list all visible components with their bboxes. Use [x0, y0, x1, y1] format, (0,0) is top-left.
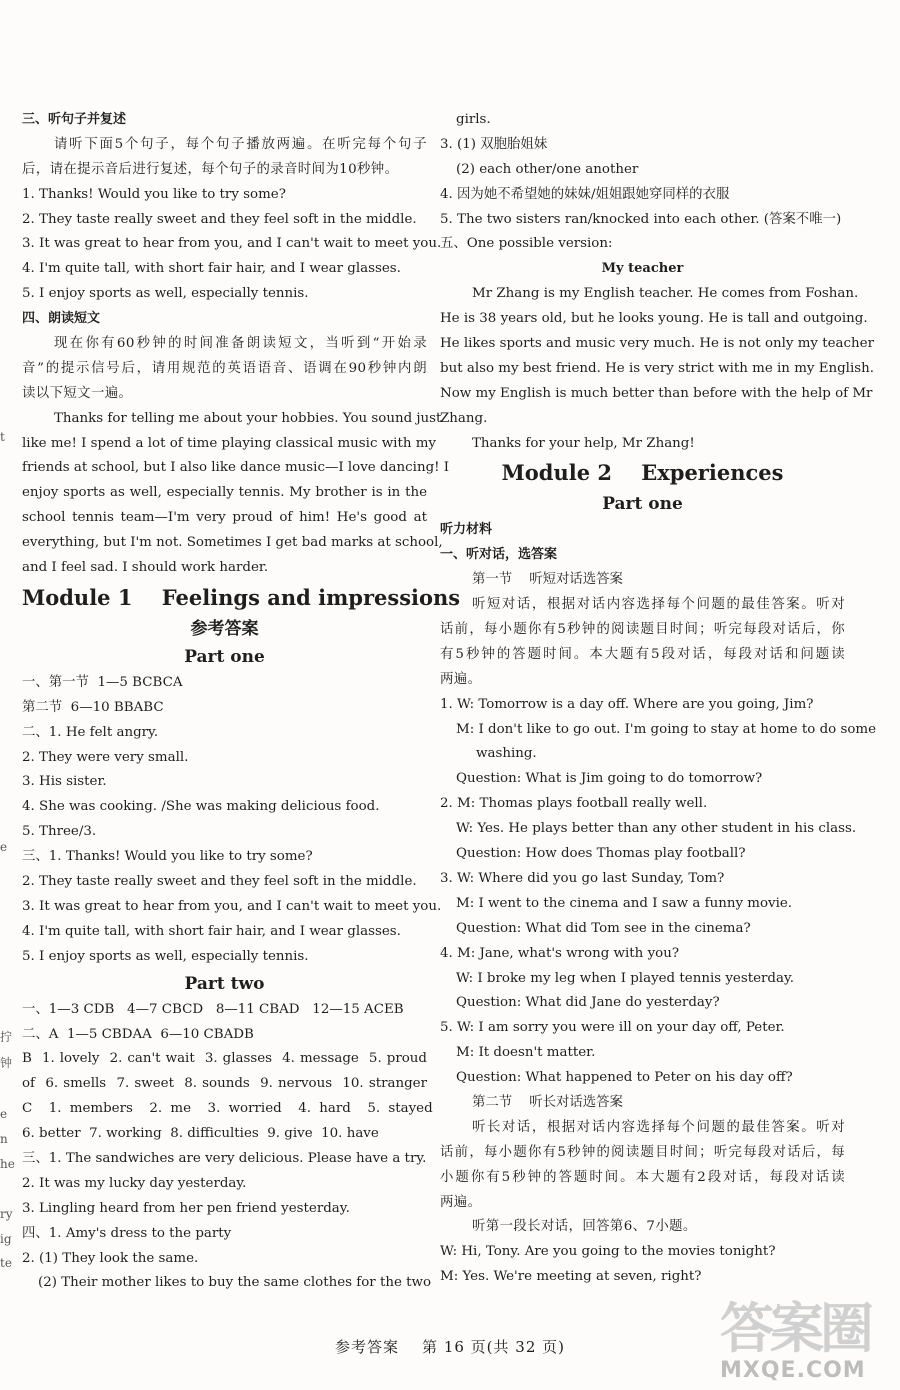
answer-line: 三、1. Thanks! Would you like to try some? — [22, 849, 313, 865]
essay-line: Zhang. — [440, 410, 488, 426]
answer-line: 6. better 7. working 8. difficulties 9. give 10. have — [22, 1126, 379, 1142]
dialogue-line: 3. W: Where did you go last Sunday, Tom? — [440, 870, 725, 886]
instruction-line: 两遍。 — [440, 671, 482, 687]
instruction-line: 两遍。 — [440, 1194, 482, 1210]
dialogue-line: W: I broke my leg when I played tennis yesterday. — [456, 970, 795, 986]
dialogue-line: 2. M: Thomas plays football really well. — [440, 796, 708, 812]
edge-fragment: 拧 — [0, 1030, 13, 1044]
answer-line: 一、1—3 CDB 4—7 CBCD 8—11 CBAD 12—15 ACEB — [22, 1001, 404, 1017]
answer-line: 三、1. The sandwiches are very delicious. Please have a try. — [22, 1150, 427, 1166]
answer-line: 第二节 6—10 BBABC — [22, 699, 164, 715]
dialogue-line: 5. W: I am sorry you were ill on your day off, Peter. — [440, 1020, 785, 1036]
edge-fragment: e — [0, 840, 8, 854]
answer-line: 4. She was cooking. /She was making delicious food. — [22, 799, 380, 815]
listening-heading: 听力材料 — [440, 522, 493, 538]
essay-line: He likes sports and music very much. He is not only my teacher — [440, 336, 874, 352]
passage-line: and I feel sad. I should work harder. — [22, 560, 269, 576]
answer-line: (2) Their mother likes to buy the same clothes for the two — [38, 1275, 432, 1291]
section-4-instruction: 现在你有60秒钟的时间准备朗读短文，当听到“开始录 — [54, 336, 427, 352]
watermark-logo — [720, 1297, 895, 1385]
edge-fragment: 钟 — [0, 1056, 13, 1070]
subsection-heading: 第二节 听长对话选答案 — [472, 1094, 623, 1110]
section-3-heading: 三、听句子并复述 — [22, 112, 127, 127]
answer-line: 3. (1) 双胞胎姐妹 — [440, 136, 548, 152]
edge-fragment: t — [0, 430, 5, 444]
dialogue-line: Question: What happened to Peter on his day off? — [456, 1070, 793, 1086]
edge-fragment: te — [0, 1256, 12, 1270]
section-3-instruction: 请听下面5个句子，每个句子播放两遍。在听完每个句子 — [54, 136, 427, 152]
essay-line: but also my best friend. He is very strict with me in my English. — [440, 360, 874, 376]
answer-line: 一、第一节 1—5 BCBCA — [22, 674, 183, 690]
edge-fragment: ig — [0, 1232, 12, 1246]
answer-line: B 1. lovely 2. can't wait 3. glasses 4. message 5. proud — [22, 1051, 427, 1067]
instruction-line: 有5秒钟的答题时间。本大题有5段对话，每段对话和问题读 — [440, 646, 845, 662]
section-1-heading: 一、听对话，选答案 — [440, 547, 558, 563]
list-item: 1. Thanks! Would you like to try some? — [22, 186, 286, 202]
dialogue-line: M: Yes. We're meeting at seven, right? — [440, 1269, 702, 1285]
right-column — [440, 108, 877, 1290]
answer-line: 4. 因为她不希望她的妹妹/姐姐跟她穿同样的衣服 — [440, 186, 730, 202]
answer-line: 2. They were very small. — [22, 749, 189, 765]
instruction-line: 听长对话，根据对话内容选择每个问题的最佳答案。听对 — [472, 1119, 845, 1135]
answers-title: 参考答案 — [190, 618, 259, 639]
list-item: 4. I'm quite tall, with short fair hair, and I wear glasses. — [22, 261, 401, 277]
instruction-line: 听短对话，根据对话内容选择每个问题的最佳答案。听对 — [472, 597, 845, 613]
dialogue-line: M: I don't like to go out. I'm going to stay at home to do some — [456, 721, 877, 737]
list-item: 3. It was great to hear from you, and I can't wait to meet you. — [22, 236, 442, 252]
section-4-instruction: 读以下短文一遍。 — [22, 385, 133, 401]
list-item: 5. I enjoy sports as well, especially tennis. — [22, 286, 309, 302]
dialogue-line: M: I went to the cinema and I saw a funny movie. — [456, 895, 793, 911]
left-column — [22, 108, 461, 1296]
passage-line: school tennis team—I'm very proud of him! He's good at — [22, 510, 427, 526]
answer-line: (2) each other/one another — [456, 161, 639, 177]
answer-line: 3. His sister. — [22, 774, 107, 790]
answer-line: 2. (1) They look the same. — [22, 1250, 199, 1266]
passage-line: enjoy sports as well, especially tennis. My brother is in the — [22, 485, 427, 501]
section-4-instruction: 音”的提示信号后，请用规范的英语语音、语调在90秒钟内朗 — [22, 360, 427, 376]
answer-line: 四、1. Amy's dress to the party — [22, 1225, 232, 1241]
answer-line: 3. It was great to hear from you, and I can't wait to meet you. — [22, 898, 442, 914]
answer-line: 2. They taste really sweet and they feel soft in the middle. — [22, 874, 417, 890]
instruction-line: 话前，每小题你有5秒钟的阅读题目时间；听完每段对话后，你 — [440, 622, 845, 638]
answer-line: 2. It was my lucky day yesterday. — [22, 1175, 247, 1191]
passage-line: everything, but I'm not. Sometimes I get bad marks at school, — [22, 535, 443, 551]
subsection-heading: 第一节 听短对话选答案 — [472, 572, 623, 588]
passage-line: friends at school, but I also like dance music—I love dancing! I — [22, 460, 450, 476]
part-one-heading: Part one — [602, 494, 683, 515]
watermark-text: 答案圈 — [720, 1297, 870, 1360]
instruction-line: 小题你有5秒钟的答题时间。本大题有2段对话，每段对话读 — [440, 1169, 845, 1185]
essay-line: Now my English is much better than before with the help of Mr — [440, 385, 873, 401]
instruction-line: 话前，每小题你有5秒钟的阅读题目时间；听完每段对话后，每 — [440, 1144, 845, 1160]
part-two-heading: Part two — [184, 973, 265, 994]
part-one-heading: Part one — [184, 646, 265, 667]
answer-line: 5. Three/3. — [22, 824, 97, 840]
dialogue-line: W: Yes. He plays better than any other student in his class. — [456, 821, 857, 837]
answer-line: C 1. members 2. me 3. worried 4. hard 5. stayed — [22, 1101, 433, 1117]
edge-fragment: e — [0, 1107, 8, 1121]
passage-line: like me! I spend a lot of time playing classical music with my — [22, 435, 436, 451]
module-2-title: Module 2 Experiences — [501, 460, 784, 486]
edge-fragment: n — [0, 1132, 8, 1146]
module-1-title: Module 1 Feelings and impressions — [22, 584, 461, 610]
edge-fragment: he — [0, 1157, 15, 1171]
edge-fragment: ry — [0, 1207, 13, 1221]
dialogue-line: 4. M: Jane, what's wrong with you? — [440, 945, 679, 961]
list-item: 2. They taste really sweet and they feel soft in the middle. — [22, 211, 417, 227]
long-dialogue-intro: 听第一段长对话，回答第6、7小题。 — [472, 1219, 697, 1235]
answer-line: 二、A 1—5 CBDAA 6—10 CBADB — [22, 1026, 254, 1042]
dialogue-line: Question: What did Tom see in the cinema? — [456, 920, 751, 936]
page-footer: 参考答案 第 16 页(共 32 页) — [334, 1338, 566, 1356]
dialogue-line: M: It doesn't matter. — [456, 1045, 596, 1061]
dialogue-line: Question: What did Jane do yesterday? — [456, 995, 720, 1011]
watermark-url: MXQE.COM — [720, 1358, 866, 1383]
dialogue-line: Question: What is Jim going to do tomorrow? — [456, 771, 763, 787]
essay-closing: Thanks for your help, Mr Zhang! — [472, 435, 695, 451]
section-3-instruction: 后，请在提示音后进行复述，每个句子的录音时间为10秒钟。 — [22, 161, 399, 177]
essay-line: He is 38 years old, but he looks young. He is tall and outgoing. — [440, 311, 868, 327]
answer-line: 3. Lingling heard from her pen friend yesterday. — [22, 1200, 350, 1216]
answer-line: girls. — [456, 112, 491, 127]
dialogue-line: W: Hi, Tony. Are you going to the movies tonight? — [440, 1244, 776, 1260]
section-4-heading: 四、朗读短文 — [22, 311, 101, 327]
dialogue-line: washing. — [476, 746, 537, 762]
essay-title: My teacher — [601, 261, 684, 277]
answer-line: 4. I'm quite tall, with short fair hair, and I wear glasses. — [22, 923, 401, 939]
answer-line: 5. I enjoy sports as well, especially tennis. — [22, 948, 309, 964]
essay-line: Mr Zhang is my English teacher. He comes from Foshan. — [472, 286, 859, 302]
answer-line: 5. The two sisters ran/knocked into each other. (答案不唯一) — [440, 211, 842, 227]
answer-line: 二、1. He felt angry. — [22, 724, 159, 740]
dialogue-line: 1. W: Tomorrow is a day off. Where are you going, Jim? — [440, 696, 814, 712]
answer-line: of 6. smells 7. sweet 8. sounds 9. nervous 10. stranger — [22, 1076, 427, 1092]
dialogue-line: Question: How does Thomas play football? — [456, 846, 746, 862]
answer-line: 五、One possible version: — [440, 236, 613, 252]
passage-line: Thanks for telling me about your hobbies. You sound just — [54, 410, 442, 426]
